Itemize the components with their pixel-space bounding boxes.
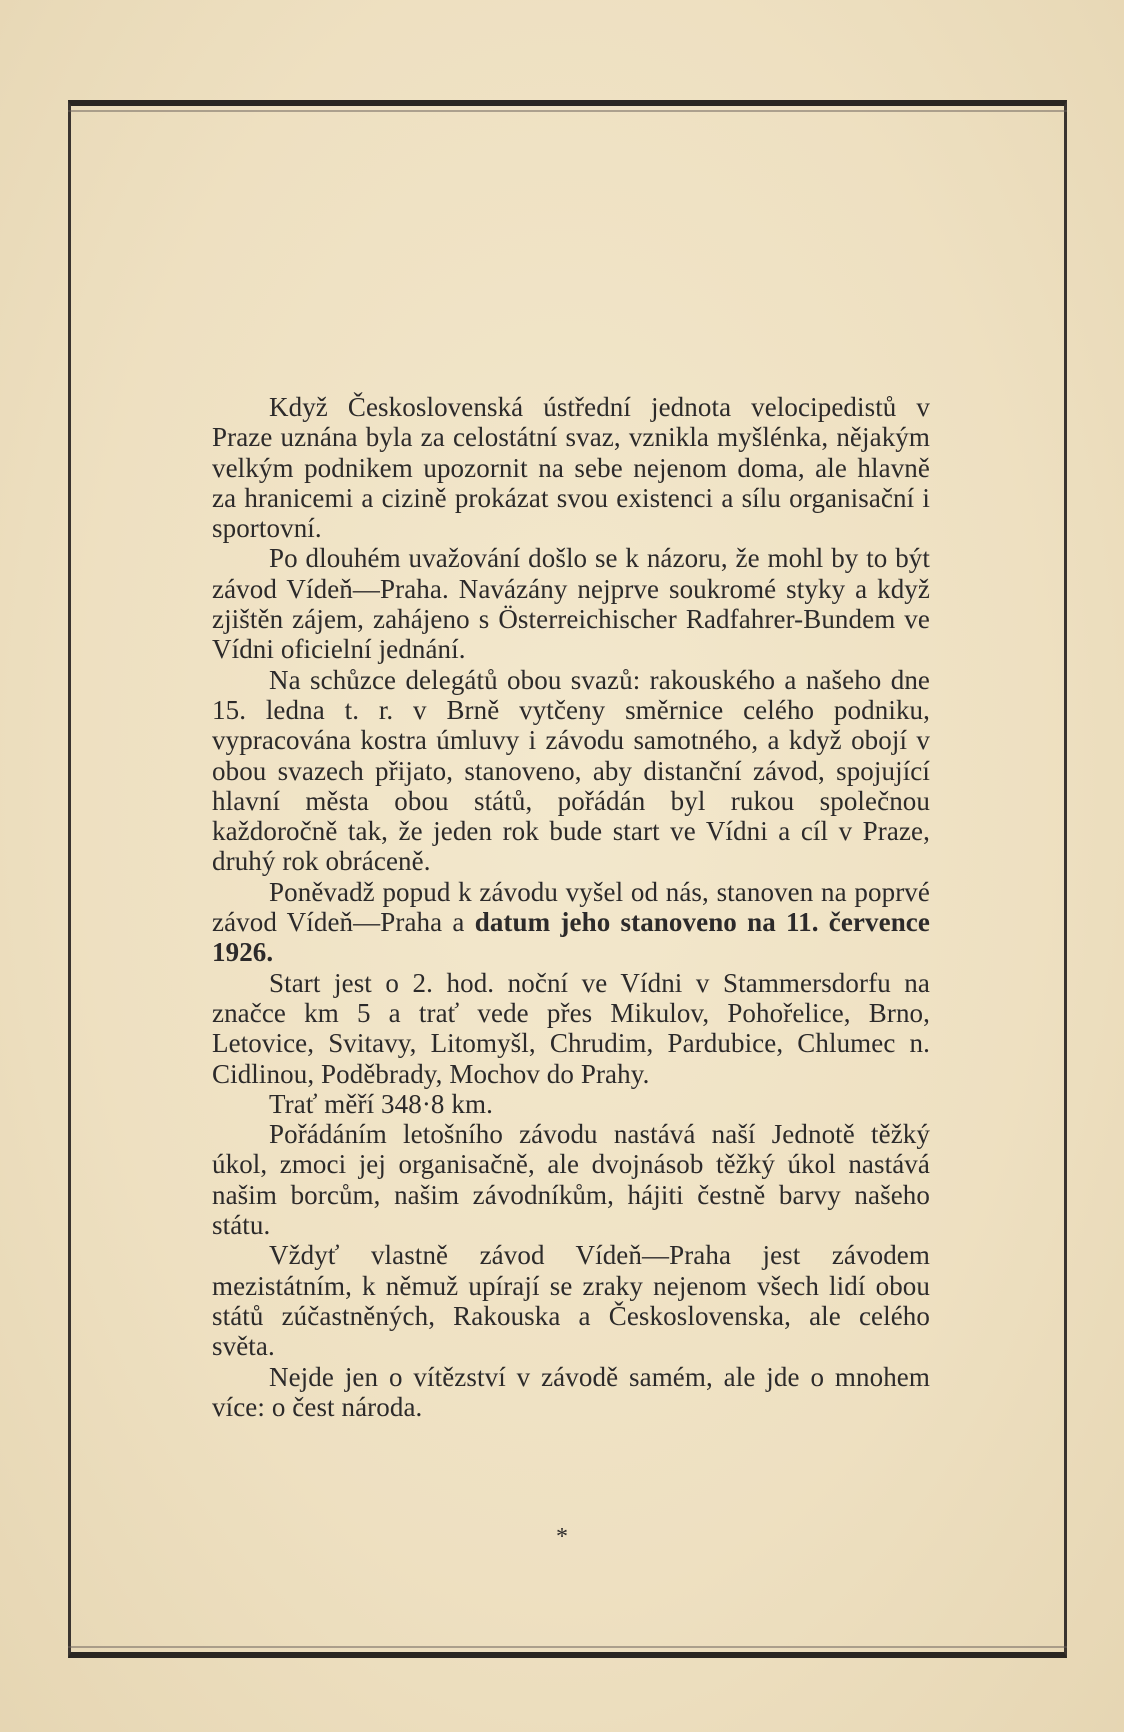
- paragraph-3: Na schůzce delegátů obou svazů: rakouského a našeho dne 15. ledna t. r. v Brně vytčeny směrnice celého podniku, vypracována kostra úmluvy i závodu samotného, a když obojí v obou svazech přijato, stanoveno, aby distanční závod, spojující hlavní města obou států, pořádán byl rukou společnou každoročně tak, že jeden rok bude start ve Vídni a cíl v Praze, druhý rok obráceně.: [212, 664, 930, 877]
- paragraph-2: Po dlouhém uvažování došlo se k názoru, že mohl by to být závod Vídeň—Praha. Navázány nejprve soukromé styky a když zjištěn zájem, zahájeno s Österreichischer Radfahrer-Bundem ve Vídni oficielní jednání.: [212, 543, 930, 665]
- paragraph-5: Start jest o 2. hod. noční ve Vídni v Stammersdorfu na značce km 5 a trať vede přes Mikulov, Pohořelice, Brno, Letovice, Svitavy, Litomyšl, Chrudim, Pardubice, Chlumec n. Cidlinou, Poděbrady, Mochov do Prahy.: [212, 967, 930, 1089]
- paragraph-4-text: Poněvadž popud k závodu vyšel od nás, stanoven na poprvé závod Vídeň—Praha a: [212, 876, 930, 938]
- body-text: [212, 392, 930, 1422]
- paragraph-1: Když Československá ústřední jednota velocipedistů v Praze uznána byla za celostátní svaz, vznikla myšlénka, nějakým velkým podnikem upozornit na sebe nejenom doma, ale hlavně za hranicemi a cizině prokázat svou existenci a sílu organisační i sportovní.: [212, 392, 930, 544]
- paragraph-6: Trať měří 348·8 km.: [269, 1088, 493, 1119]
- paragraph-8: Vždyť vlastně závod Vídeň—Praha jest závodem mezistátním, k němuž upírají se zraky nejenom všech lidí obou států zúčastněných, Rakouska a Československa, ale celého světa.: [212, 1240, 930, 1362]
- paragraph-4: [212, 877, 930, 968]
- paragraph-7: Pořádáním letošního závodu nastává naší Jednotě těžký úkol, zmoci jej organisačně, ale dvojnásob těžký úkol nastává našim borcům, našim závodníkům, hájiti čestně barvy našeho státu.: [212, 1119, 930, 1241]
- frame-bottom-rule: [68, 1646, 1067, 1648]
- asterisk-separator: *: [556, 1524, 568, 1550]
- frame-top-rule: [68, 110, 1067, 112]
- paragraph-9: Nejde jen o vítězství v závodě samém, ale jde o mnohem více: o čest národa.: [212, 1361, 930, 1422]
- race-date-bold: datum jeho stanoveno na 11. července 1926.: [212, 907, 930, 968]
